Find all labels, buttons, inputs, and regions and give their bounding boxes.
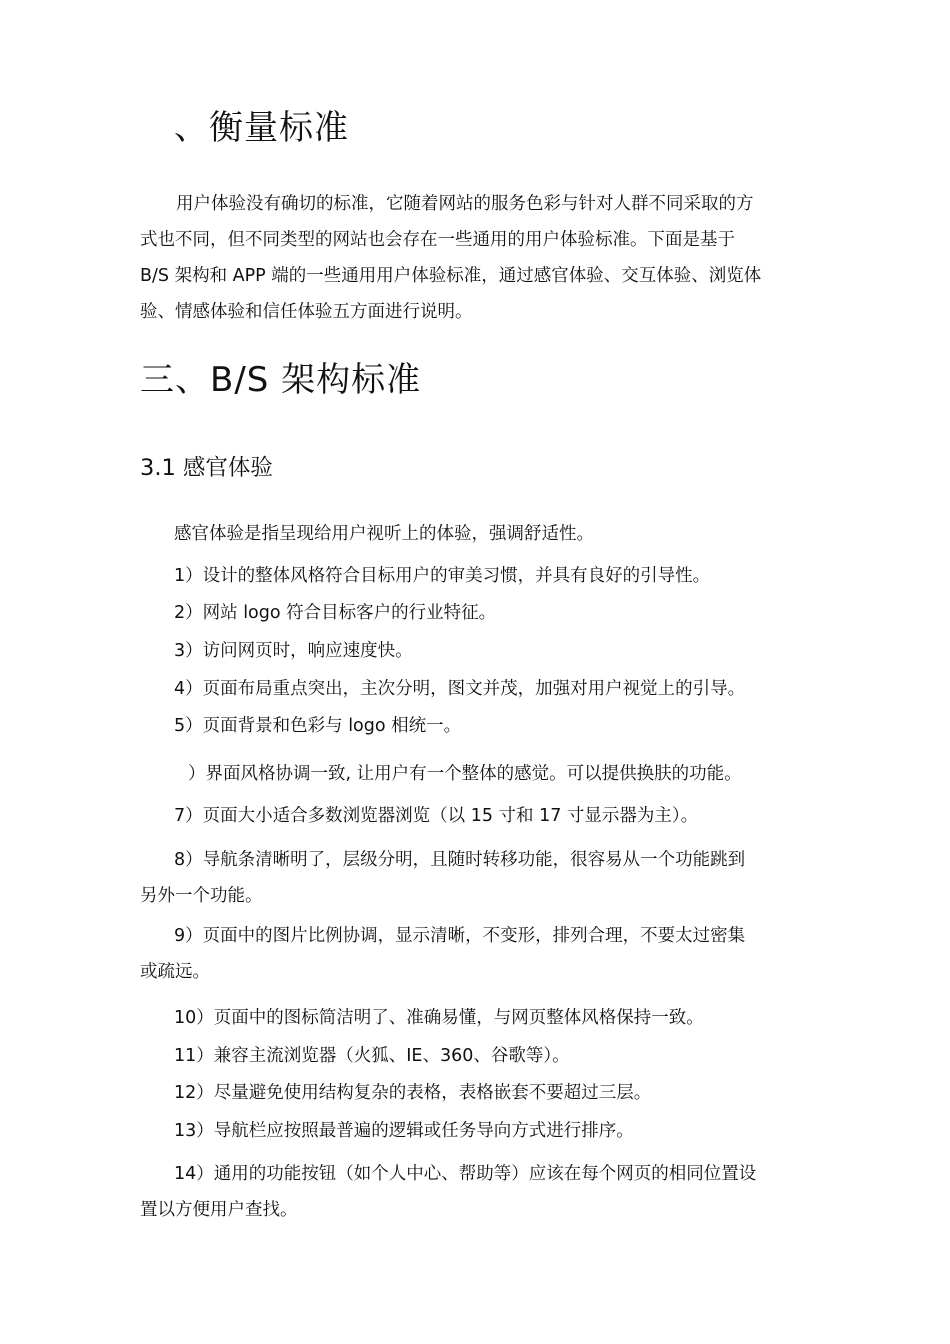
list-item-11: 11）兼容主流浏览器（火狐、IE、360、谷歌等）。	[174, 1046, 570, 1066]
list-item-9-line-1: 9）页面中的图片比例协调，显示清晰，不变形，排列合理，不要太过密集	[174, 926, 746, 946]
list-item-14-line-1: 14）通用的功能按钮（如个人中心、帮助等）应该在每个网页的相同位置设	[174, 1164, 757, 1184]
list-item-7: 7）页面大小适合多数浏览器浏览（以 15 寸和 17 寸显示器为主）。	[174, 806, 699, 826]
list-item-6: ）界面风格协调一致, 让用户有一个整体的感觉。可以提供换肤的功能。	[188, 764, 742, 784]
list-item-3: 3）访问网页时，响应速度快。	[174, 641, 413, 661]
intro-line-2: 式也不同，但不同类型的网站也会存在一些通用的用户体验标准。下面是基于	[140, 230, 735, 250]
list-item-2: 2）网站 logo 符合目标客户的行业特征。	[174, 603, 497, 623]
intro-line-4: 验、情感体验和信任体验五方面进行说明。	[140, 302, 473, 322]
list-item-9-line-2: 或疏远。	[140, 962, 210, 982]
list-item-5: 5）页面背景和色彩与 logo 相统一。	[174, 716, 462, 736]
list-item-1: 1）设计的整体风格符合目标用户的审美习惯，并具有良好的引导性。	[174, 566, 711, 586]
section-heading: 、衡量标准	[174, 108, 349, 148]
list-item-14-line-2: 置以方便用户查找。	[140, 1200, 298, 1220]
intro-line-1: 用户体验没有确切的标准，它随着网站的服务色彩与针对人群不同采取的方	[176, 194, 754, 214]
list-item-8	[140, 842, 816, 914]
list-item-12: 12）尽量避免使用结构复杂的表格，表格嵌套不要超过三层。	[174, 1083, 652, 1103]
list-item-14	[140, 1156, 816, 1228]
intro-paragraph	[140, 186, 816, 330]
list-item-9	[140, 918, 816, 990]
list-item-4: 4）页面布局重点突出，主次分明，图文并茂，加强对用户视觉上的引导。	[174, 679, 746, 699]
list-item-13: 13）导航栏应按照最普遍的逻辑或任务导向方式进行排序。	[174, 1121, 634, 1141]
list-item-8-line-1: 8）导航条清晰明了，层级分明，且随时转移功能，很容易从一个功能跳到	[174, 850, 746, 870]
sensory-intro: 感官体验是指呈现给用户视听上的体验，强调舒适性。	[174, 524, 594, 544]
chapter-heading: 三、B/S 架构标准	[140, 360, 422, 400]
subsection-heading: 3.1 感官体验	[140, 455, 273, 481]
intro-line-3: B/S 架构和 APP 端的一些通用用户体验标准，通过感官体验、交互体验、浏览体	[140, 266, 762, 286]
list-item-10: 10）页面中的图标简洁明了、准确易懂，与网页整体风格保持一致。	[174, 1008, 704, 1028]
list-item-8-line-2: 另外一个功能。	[140, 886, 263, 906]
